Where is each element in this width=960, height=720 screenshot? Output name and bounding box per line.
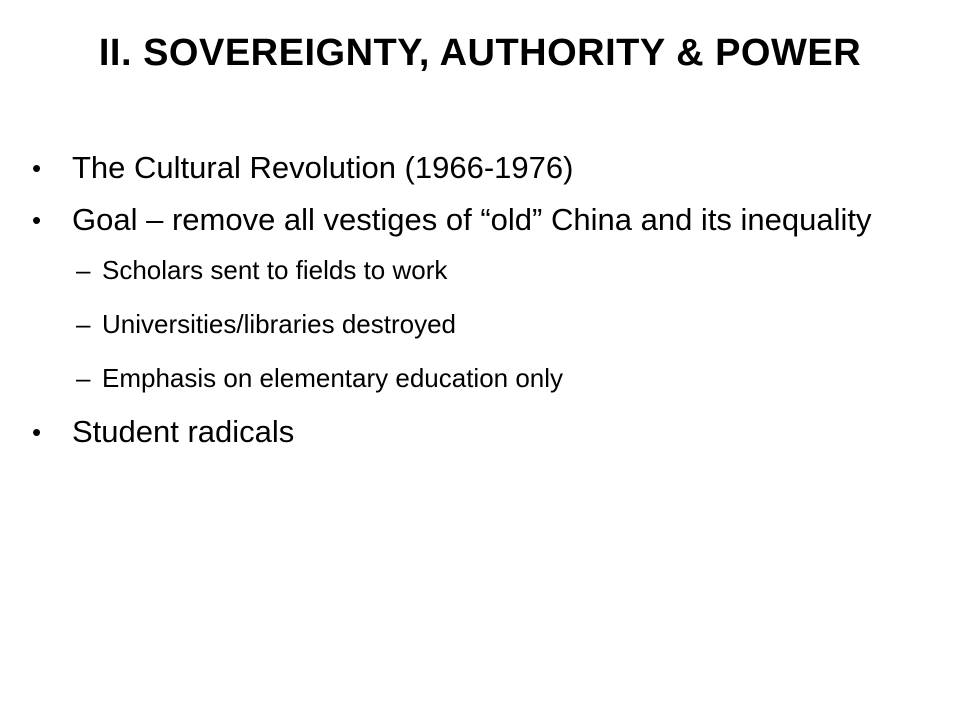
- sub-bullet-text: Scholars sent to fields to work: [102, 255, 448, 285]
- bullet-item: [32, 412, 922, 452]
- sub-bullet-item: [72, 362, 922, 394]
- sub-bullet-item: [72, 308, 922, 340]
- bullet-icon: •: [32, 417, 42, 447]
- slide-title: II. SOVEREIGNTY, AUTHORITY & POWER: [98, 32, 862, 74]
- bullet-text: Student radicals: [72, 414, 295, 449]
- bullet-text: The Cultural Revolution (1966-1976): [72, 150, 574, 185]
- sub-bullet-text: Universities/libraries destroyed: [102, 309, 457, 339]
- bullet-list: [32, 148, 922, 452]
- bullet-item: [32, 148, 922, 188]
- sub-bullet-item: [72, 254, 922, 286]
- dash-icon: –: [76, 309, 91, 339]
- bullet-item: [32, 200, 922, 240]
- bullet-text: Goal – remove all vestiges of “old” China and its inequality: [72, 202, 872, 237]
- bullet-icon: •: [32, 205, 42, 235]
- dash-icon: –: [76, 255, 91, 285]
- bullet-icon: •: [32, 153, 42, 183]
- dash-icon: –: [76, 363, 91, 393]
- sub-bullet-text: Emphasis on elementary education only: [102, 363, 564, 393]
